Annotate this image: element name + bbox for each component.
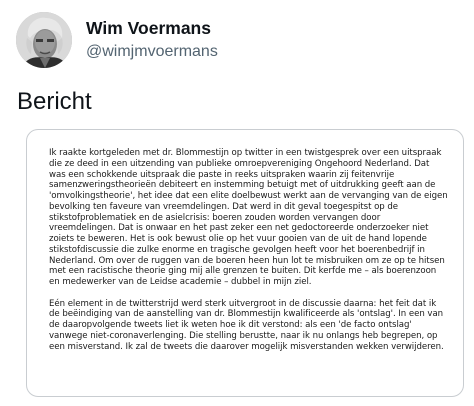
profile-names (86, 16, 218, 64)
text-line: die ze deed in een uitzending van publieke omroepvereniging Ongehoord Nederland. Dat (49, 158, 430, 169)
message-title: Bericht (17, 88, 92, 115)
message-document (26, 129, 464, 397)
text-line: een misverstand. Ik zal de tweets die daarover mogelijk misverstanden wekken verwijderen. (49, 341, 444, 352)
text-line: vanwege niet-coronaverlenging. Die stelling berustte, naar ik nu onlangs heb begrepen, op (49, 330, 438, 341)
text-line: vreemdelingen. Dat is onwaar en het past zeker een net gedoctoreerde onderzoeker niet (49, 223, 429, 234)
text-line: samenzweringstheorieën debiteert en instemming betuigt met of uitdrukking geeft aan de (49, 180, 436, 191)
text-line: Nederland. Om over de ruggen van de boeren heen hun lot te misbruiken om ze op te hitsen (49, 255, 445, 266)
paragraph-1 (49, 148, 451, 288)
text-line: stikstofdiscussie die zulke enorme en tragische gevolgen heeft voor het boerenbedrijf in (49, 244, 425, 255)
paragraph-gap (49, 288, 451, 299)
avatar[interactable] (16, 12, 72, 68)
text-line: en medewerker van de Leidse academie – dubbel in mijn ziel. (49, 277, 312, 287)
message-body (49, 148, 451, 352)
text-line: met een racistische theorie ging mij alle grenzen te buiten. Dit kerfde me – als boerenzoon (49, 266, 437, 277)
paragraph-2 (49, 299, 451, 353)
text-line: de beëindiging van de aanstelling van dr. Blommestijn kwalificeerde als 'ontslag'. In een van (49, 309, 444, 320)
text-line: bevolking ten faveure van vreemdelingen. Dat werd in dit geval toegespitst op de (49, 201, 399, 212)
text-line: Eén element in de twitterstrijd werd sterk uitvergroot in de discussie daarna: het feit dat ik (49, 298, 437, 309)
avatar-photo-icon (16, 12, 72, 68)
text-line: was een schokkende uitspraak die paste in reeks uitspraken waarin zij feitenvrije (49, 169, 395, 180)
text-line: zoiets te beweren. Het is ook bewust olie op het vuur gooien van de uit de hand lopende (49, 234, 427, 244)
user-handle[interactable]: @wimjmvoermans (86, 43, 218, 60)
text-line: 'omvolkingstheorie', het idee dat een elite doelbewust werkt aan de vervanging van de eigen (49, 191, 448, 201)
text-line: stikstofproblematiek en de asielcrisis: boeren zouden worden vervangen door (49, 212, 381, 223)
text-line: de daaropvolgende tweets liet ik weten hoe ik dit verstond: als een 'de facto ontslag' (49, 320, 412, 330)
display-name[interactable]: Wim Voermans (86, 18, 211, 38)
text-line: Ik raakte kortgeleden met dr. Blommestijn op twitter in een twistgesprek over een uitspraak (49, 148, 442, 158)
profile-header (16, 12, 218, 68)
